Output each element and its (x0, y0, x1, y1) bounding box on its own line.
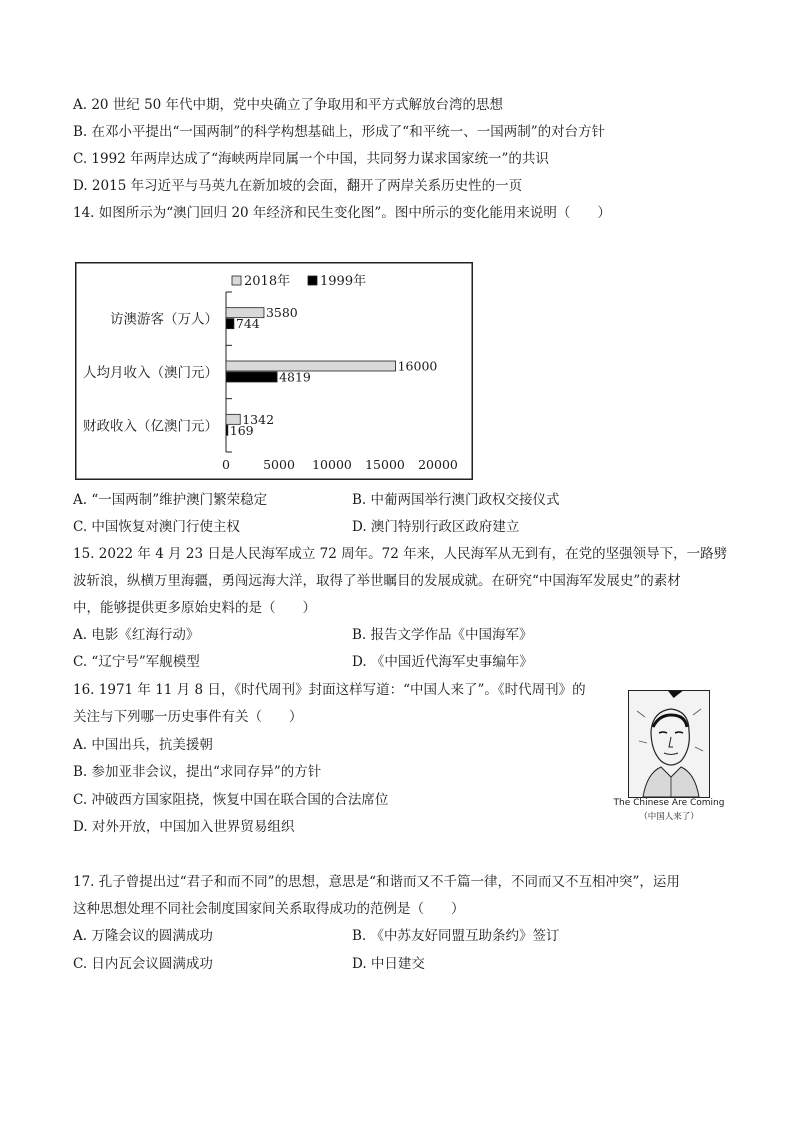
x-tick-label-0: 0 (222, 457, 230, 472)
cover-caption-english: The Chinese Are Coming (613, 798, 725, 808)
x-tick-label-4: 20000 (418, 457, 458, 472)
portrait-sketch-icon (629, 691, 709, 797)
q17-option-b: B. 《中苏友好同盟互助条约》签订 (352, 928, 560, 944)
bar-1-1 (226, 372, 277, 382)
q16-stem-line1: 16. 1971 年 11 月 8 日，《时代周刊》封面这样写道：“中国人来了”。《时代周刊》的 (73, 682, 586, 698)
bar-0-1 (226, 319, 234, 329)
x-tick-label-2: 10000 (312, 457, 352, 472)
q14-option-b: B. 中葡两国举行澳门政权交接仪式 (352, 492, 560, 508)
q15-stem-line2: 波斩浪，纵横万里海疆，勇闯远海大洋，取得了举世瞩目的发展成就。在研究“中国海军发展史”的素材 (73, 573, 681, 589)
q14-option-c: C. 中国恢复对澳门行使主权 (73, 519, 240, 535)
legend-swatch-0 (232, 276, 241, 285)
x-tick-label-1: 5000 (263, 457, 295, 472)
q13-option-c: C. 1992 年两岸达成了“海峡两岸同属一个中国，共同努力谋求国家统一”的共识 (73, 151, 549, 167)
legend-label-0: 2018年 (244, 274, 291, 289)
q15-option-a: A. 电影《红海行动》 (73, 627, 200, 643)
bar-value-label-1-0: 16000 (397, 358, 438, 374)
q13-option-a: A. 20 世纪 50 年代中期，党中央确立了争取用和平方式解放台湾的思想 (73, 97, 504, 113)
bar-value-label-2-0: 1342 (242, 411, 275, 427)
cover-caption-chinese: （中国人来了） (639, 812, 699, 822)
bar-2-1 (226, 425, 228, 435)
category-label-0: 访澳游客（万人） (110, 311, 218, 328)
q16-option-a: A. 中国出兵，抗美援朝 (73, 737, 213, 753)
bar-value-label-0-0: 3580 (265, 305, 298, 321)
bar-value-label-2-1: 169 (229, 422, 254, 438)
q15-option-b: B. 报告文学作品《中国海军》 (352, 627, 533, 643)
time-magazine-cover (612, 688, 726, 826)
q15-stem-line1: 15. 2022 年 4 月 23 日是人民海军成立 72 周年。72 年来，人民海军从无到有，在党的坚强领导下，一路劈 (73, 546, 728, 562)
q17-option-d: D. 中日建交 (352, 956, 425, 972)
q16-option-b: B. 参加亚非会议，提出“求同存异”的方针 (73, 764, 322, 780)
q17-stem-line1: 17. 孔子曾提出过“君子和而不同”的思想，意思是“和谐而又不千篇一律，不同而又不互相冲突”，运用 (73, 874, 680, 890)
q17-option-a: A. 万隆会议的圆满成功 (73, 928, 213, 944)
q14-option-d: D. 澳门特别行政区政府建立 (352, 519, 520, 535)
q17-option-c: C. 日内瓦会议圆满成功 (73, 956, 213, 972)
category-label-2: 财政收入（亿澳门元） (83, 418, 218, 435)
q17-stem-line2: 这种思想处理不同社会制度国家间关系取得成功的范例是（ ） (73, 901, 465, 917)
category-label-1: 人均月收入（澳门元） (83, 365, 218, 381)
legend-label-1: 1999年 (320, 274, 367, 289)
legend-swatch-1 (308, 276, 317, 285)
q14-option-a: A. “一国两制”维护澳门繁荣稳定 (73, 492, 268, 508)
q13-option-b: B. 在邓小平提出“一国两制”的科学构想基础上，形成了“和平统一、一国两制”的对台方针 (73, 124, 606, 140)
q14-stem: 14. 如图所示为“澳门回归 20 年经济和民生变化图”。图中所示的变化能用来说明（ ） (73, 205, 611, 221)
bar-value-label-1-1: 4819 (279, 369, 311, 385)
q16-stem-line2: 关注与下列哪一历史事件有关（ ） (73, 709, 303, 725)
q15-option-c: C. “辽宁号”军舰模型 (73, 654, 200, 670)
q16-option-c: C. 冲破西方国家阻挠，恢复中国在联合国的合法席位 (73, 792, 389, 808)
bar-value-label-0-1: 744 (235, 316, 260, 332)
q13-option-d: D. 2015 年习近平与马英九在新加坡的会面，翻开了两岸关系历史性的一页 (73, 178, 523, 194)
q15-option-d: D. 《中国近代海军史事编年》 (352, 654, 533, 670)
cover-illustration (628, 690, 710, 798)
macau-bar-chart (75, 262, 473, 480)
q16-option-d: D. 对外开放，中国加入世界贸易组织 (73, 819, 295, 835)
x-tick-label-3: 15000 (365, 457, 405, 472)
q15-stem-line3: 中，能够提供更多原始史料的是（ ） (73, 600, 316, 616)
